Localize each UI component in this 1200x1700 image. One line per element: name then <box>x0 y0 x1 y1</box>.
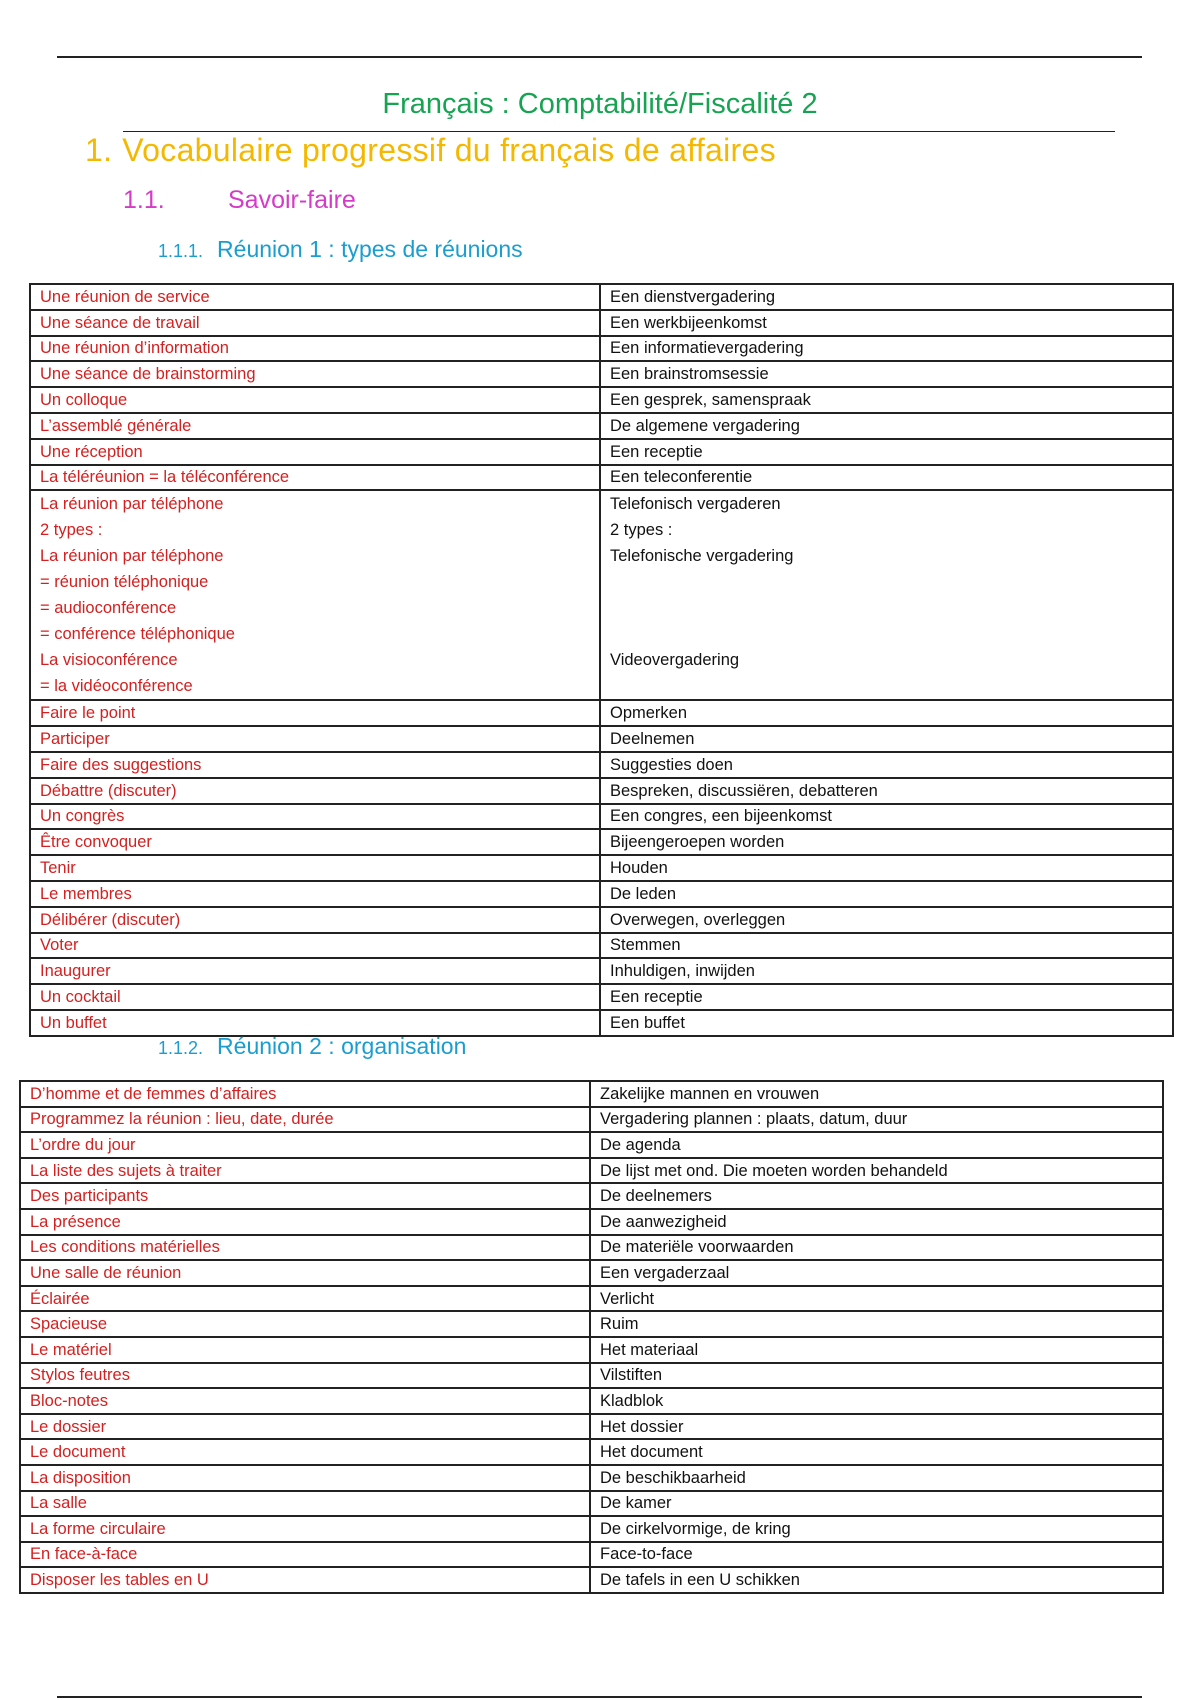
french-term: Le matériel <box>20 1337 590 1363</box>
french-term: En face-à-face <box>20 1542 590 1568</box>
french-term: Spacieuse <box>20 1311 590 1337</box>
dutch-translation: Opmerken <box>600 700 1173 726</box>
table-row <box>30 907 1173 933</box>
heading-2-number: 1.1. <box>123 186 165 214</box>
dutch-translation: Vilstiften <box>590 1363 1163 1389</box>
french-term: Voter <box>30 933 600 959</box>
table-row <box>20 1414 1163 1440</box>
french-term: La salle <box>20 1491 590 1517</box>
french-term: La présence <box>20 1209 590 1235</box>
french-term: La liste des sujets à traiter <box>20 1158 590 1184</box>
table-row <box>20 1209 1163 1235</box>
dutch-translation <box>600 490 1173 700</box>
dutch-translation: Zakelijke mannen en vrouwen <box>590 1081 1163 1107</box>
dutch-translation: Het dossier <box>590 1414 1163 1440</box>
french-term: Stylos feutres <box>20 1363 590 1389</box>
dutch-translation: Kladblok <box>590 1388 1163 1414</box>
french-term <box>30 490 600 700</box>
french-term: Être convoquer <box>30 829 600 855</box>
table-row <box>30 439 1173 465</box>
dutch-translation: Een receptie <box>600 439 1173 465</box>
table-row <box>30 829 1173 855</box>
dutch-translation: Een receptie <box>600 984 1173 1010</box>
section-2-number: 1.1.2. <box>158 1038 204 1058</box>
dutch-translation: Een dienstvergadering <box>600 284 1173 310</box>
term-line: Videovergadering <box>610 651 740 670</box>
table-row <box>30 778 1173 804</box>
term-line: La réunion par téléphone <box>40 547 224 566</box>
french-term: Une réunion d’information <box>30 336 600 362</box>
term-line: 2 types : <box>40 521 103 540</box>
french-term: Débattre (discuter) <box>30 778 600 804</box>
section-2-title: Réunion 2 : organisation <box>217 1033 467 1059</box>
table-row <box>20 1132 1163 1158</box>
french-term: Bloc-notes <box>20 1388 590 1414</box>
heading-section-2 <box>158 1033 466 1060</box>
dutch-translation: Bijeengeroepen worden <box>600 829 1173 855</box>
table-row <box>20 1260 1163 1286</box>
term-line: = réunion téléphonique <box>40 573 209 592</box>
table-row <box>30 958 1173 984</box>
french-term: Faire des suggestions <box>30 752 600 778</box>
french-term: Inaugurer <box>30 958 600 984</box>
table-row <box>20 1286 1163 1312</box>
term-line: = audioconférence <box>40 599 177 618</box>
table-row <box>20 1465 1163 1491</box>
french-term: Une séance de brainstorming <box>30 361 600 387</box>
french-term: Le document <box>20 1439 590 1465</box>
french-term: Programmez la réunion : lieu, date, durée <box>20 1107 590 1133</box>
dutch-translation: Ruim <box>590 1311 1163 1337</box>
french-term: Un congrès <box>30 804 600 830</box>
table-row <box>30 726 1173 752</box>
dutch-translation: Stemmen <box>600 933 1173 959</box>
table-row <box>20 1158 1163 1184</box>
french-term: Un colloque <box>30 387 600 413</box>
term-line: = conférence téléphonique <box>40 625 235 644</box>
table-row <box>30 387 1173 413</box>
table-row <box>20 1107 1163 1133</box>
dutch-translation: Een teleconferentie <box>600 465 1173 491</box>
french-term: Le dossier <box>20 1414 590 1440</box>
dutch-translation: De kamer <box>590 1491 1163 1517</box>
french-term: Les conditions matérielles <box>20 1235 590 1261</box>
heading-2 <box>123 186 356 215</box>
table-row <box>30 804 1173 830</box>
french-term: La disposition <box>20 1465 590 1491</box>
dutch-translation: Deelnemen <box>600 726 1173 752</box>
term-line: La réunion par téléphone <box>40 495 224 514</box>
table-row <box>30 1010 1173 1036</box>
table-row-multiline <box>30 490 1173 700</box>
header-rule <box>57 56 1142 58</box>
french-term: Des participants <box>20 1183 590 1209</box>
dutch-translation: Verlicht <box>590 1286 1163 1312</box>
section-1-number: 1.1.1. <box>158 241 204 261</box>
heading-2-text: Savoir-faire <box>228 186 356 214</box>
dutch-translation: De beschikbaarheid <box>590 1465 1163 1491</box>
dutch-translation: Bespreken, discussiëren, debatteren <box>600 778 1173 804</box>
french-term: Tenir <box>30 855 600 881</box>
table-row <box>20 1388 1163 1414</box>
term-line: = la vidéoconférence <box>40 677 193 696</box>
table-row <box>20 1439 1163 1465</box>
term-line: La visioconférence <box>40 651 178 670</box>
french-term: La téléréunion = la téléconférence <box>30 465 600 491</box>
dutch-translation: Een gesprek, samenspraak <box>600 387 1173 413</box>
heading-1-number: 1. <box>85 132 113 168</box>
footer-rule <box>57 1696 1142 1698</box>
dutch-translation: Een werkbijeenkomst <box>600 310 1173 336</box>
section-1-title: Réunion 1 : types de réunions <box>217 236 523 262</box>
term-line: 2 types : <box>610 521 673 540</box>
table-row <box>30 310 1173 336</box>
dutch-translation: Een buffet <box>600 1010 1173 1036</box>
french-term: L’assemblé générale <box>30 413 600 439</box>
french-term: Éclairée <box>20 1286 590 1312</box>
table-row <box>20 1311 1163 1337</box>
table-row <box>20 1542 1163 1568</box>
dutch-translation: Face-to-face <box>590 1542 1163 1568</box>
dutch-translation: Een vergaderzaal <box>590 1260 1163 1286</box>
table-row <box>30 881 1173 907</box>
dutch-translation: Houden <box>600 855 1173 881</box>
french-term: L’ordre du jour <box>20 1132 590 1158</box>
heading-1 <box>85 132 776 169</box>
french-term: Une séance de travail <box>30 310 600 336</box>
document-title: Français : Comptabilité/Fiscalité 2 <box>382 88 818 120</box>
table-row <box>20 1567 1163 1593</box>
dutch-translation: Het document <box>590 1439 1163 1465</box>
table-row <box>20 1183 1163 1209</box>
french-term: Un buffet <box>30 1010 600 1036</box>
table-row <box>30 413 1173 439</box>
dutch-translation: Vergadering plannen : plaats, datum, duur <box>590 1107 1163 1133</box>
dutch-translation: De algemene vergadering <box>600 413 1173 439</box>
dutch-translation: Het materiaal <box>590 1337 1163 1363</box>
french-term: Délibérer (discuter) <box>30 907 600 933</box>
term-line: Telefonisch vergaderen <box>610 495 781 514</box>
dutch-translation: Een congres, een bijeenkomst <box>600 804 1173 830</box>
dutch-translation: De materiële voorwaarden <box>590 1235 1163 1261</box>
dutch-translation: Suggesties doen <box>600 752 1173 778</box>
table-row <box>30 984 1173 1010</box>
table-row <box>30 465 1173 491</box>
french-term: Participer <box>30 726 600 752</box>
table-row <box>30 284 1173 310</box>
dutch-translation: Een informatievergadering <box>600 336 1173 362</box>
french-term: Un cocktail <box>30 984 600 1010</box>
french-term: Le membres <box>30 881 600 907</box>
table-row <box>30 752 1173 778</box>
french-term: Disposer les tables en U <box>20 1567 590 1593</box>
term-line <box>610 595 1172 621</box>
french-term: La forme circulaire <box>20 1516 590 1542</box>
dutch-translation: De aanwezigheid <box>590 1209 1163 1235</box>
french-term: Une réception <box>30 439 600 465</box>
table-row <box>20 1081 1163 1107</box>
table-row <box>30 336 1173 362</box>
french-term: Une réunion de service <box>30 284 600 310</box>
french-term: D’homme et de femmes d’affaires <box>20 1081 590 1107</box>
table-row <box>30 933 1173 959</box>
term-line <box>610 673 1172 699</box>
table-row <box>20 1491 1163 1517</box>
vocab-table-organisation <box>19 1080 1164 1594</box>
dutch-translation: De lijst met ond. Die moeten worden behandeld <box>590 1158 1163 1184</box>
table-row <box>30 855 1173 881</box>
term-line <box>610 569 1172 595</box>
dutch-translation: De leden <box>600 881 1173 907</box>
table-row <box>20 1337 1163 1363</box>
french-term: Faire le point <box>30 700 600 726</box>
table-row <box>30 700 1173 726</box>
table-row <box>20 1363 1163 1389</box>
vocab-table-meeting-types <box>29 283 1174 1037</box>
heading-1-text: Vocabulaire progressif du français de affaires <box>122 132 776 168</box>
dutch-translation: Een brainstromsessie <box>600 361 1173 387</box>
term-line: Telefonische vergadering <box>610 547 794 566</box>
dutch-translation: De agenda <box>590 1132 1163 1158</box>
french-term: Une salle de réunion <box>20 1260 590 1286</box>
heading-section-1 <box>158 236 523 263</box>
dutch-translation: Overwegen, overleggen <box>600 907 1173 933</box>
table-row <box>30 361 1173 387</box>
term-line <box>610 621 1172 647</box>
dutch-translation: De cirkelvormige, de kring <box>590 1516 1163 1542</box>
table-row <box>20 1516 1163 1542</box>
dutch-translation: De tafels in een U schikken <box>590 1567 1163 1593</box>
dutch-translation: De deelnemers <box>590 1183 1163 1209</box>
table-row <box>20 1235 1163 1261</box>
dutch-translation: Inhuldigen, inwijden <box>600 958 1173 984</box>
